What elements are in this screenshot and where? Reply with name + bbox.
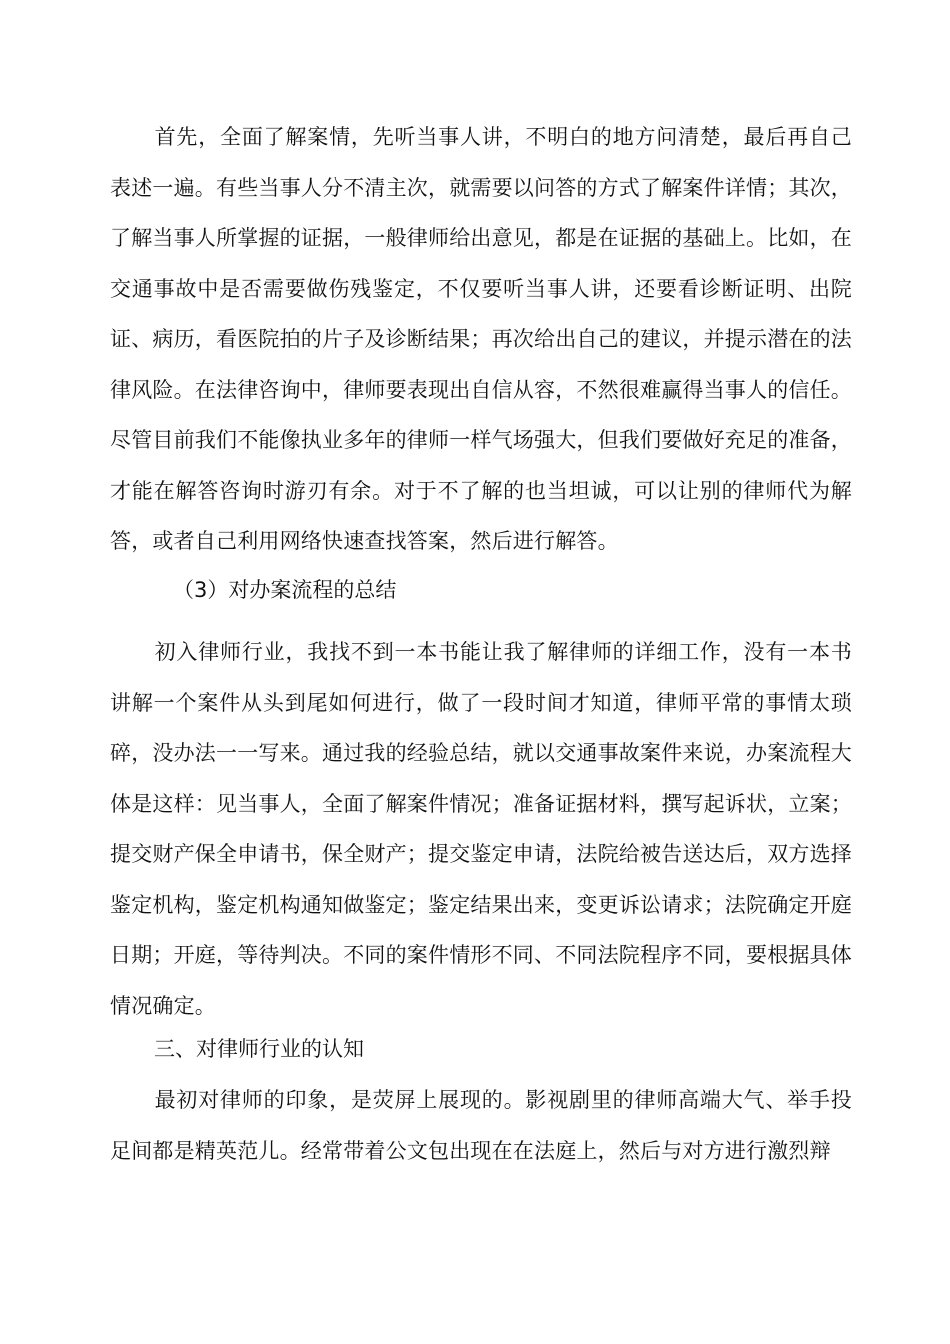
paragraph-consultation: [110, 112, 852, 567]
paragraph-case-process: [110, 627, 852, 1031]
section-heading-industry-cognition: 三、对律师行业的认知: [154, 1037, 364, 1061]
section-heading-case-process: （3）对办案流程的总结: [173, 578, 397, 602]
paragraph-text: 首先，全面了解案情，先听当事人讲，不明白的地方问清楚，最后再自己表述一遍。有些当事人分不清主次，就需要以问答的方式了解案件详情；其次，了解当事人所掌握的证据，一般律师给出意见，都是在证据的基础上。比如，在交通事故中是否需要做伤残鉴定，不仅要听当事人讲，还要看诊断证明、出院证、病历，看医院拍的片子及诊断结果；再次给出自己的建议，并提示潜在的法律风险。在法律咨询中，律师要表现出自信从容，不然很难赢得当事人的信任。尽管目前我们不能像执业多年的律师一样气场强大，但我们要做好充足的准备，才能在解答咨询时游刃有余。对于不了解的也当坦诚，可以让别的律师代为解答，或者自己利用网络快速查找答案，然后进行解答。: [110, 125, 852, 553]
paragraph-text: 最初对律师的印象，是荧屏上展现的。影视剧里的律师高端大气、举手投足间都是精英范儿。经常带着公文包出现在在法庭上，然后与对方进行激烈辩: [110, 1088, 852, 1163]
paragraph-text: 初入律师行业，我找不到一本书能让我了解律师的详细工作，没有一本书讲解一个案件从头到尾如何进行，做了一段时间才知道，律师平常的事情太琐碎，没办法一一写来。通过我的经验总结，就以交通事故案件来说，办案流程大体是这样：见当事人，全面了解案件情况；准备证据材料，撰写起诉状，立案；提交财产保全申请书，保全财产；提交鉴定申请，法院给被告送达后，双方选择鉴定机构，鉴定机构通知做鉴定；鉴定结果出来，变更诉讼请求；法院确定开庭日期；开庭，等待判决。不同的案件情形不同、不同法院程序不同，要根据具体情况确定。: [110, 640, 852, 1018]
paragraph-industry-cognition: [110, 1075, 852, 1176]
